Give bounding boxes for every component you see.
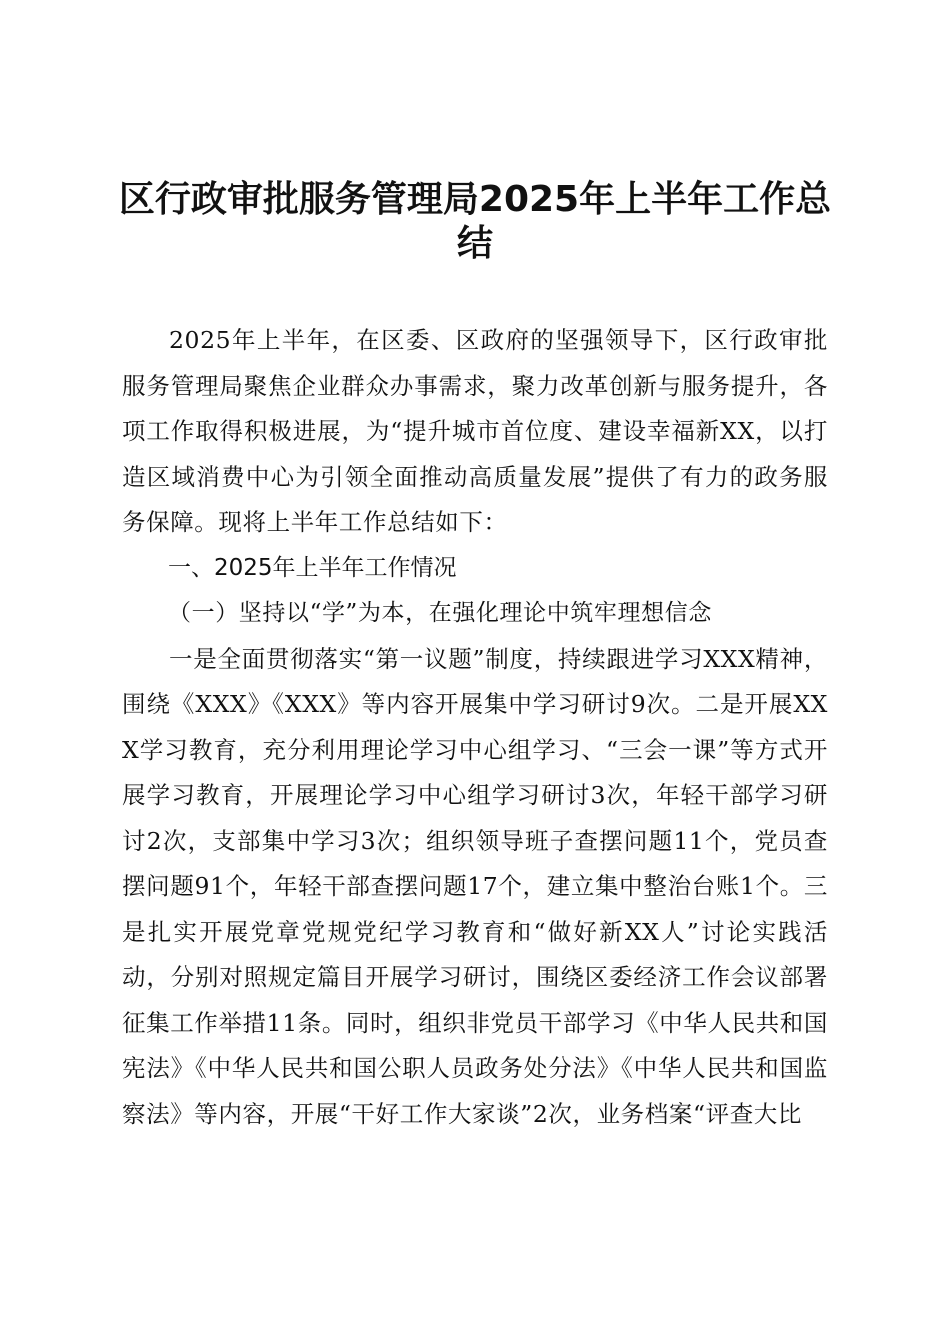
document-title: 区行政审批服务管理局2025年上半年工作总结 xyxy=(118,179,832,264)
subsection-heading: （一）坚持以“学”为本，在强化理论中筑牢理想信念 xyxy=(168,600,712,626)
subsection-paragraph: 一是全面贯彻落实“第一议题”制度，持续跟进学习XXX精神，围绕《XXX》《XXX》等内容开展集中学习研讨9次。二是开展XXX学习教育，充分利用理论学习中心组学习、“三会一课”等方式开展学习教育，开展理论学习中心组学习研讨3次，年轻干部学习研讨2次，支部集中学习3次；组织领导班子查摆问题11个，党员查摆问题91个，年轻干部查摆问题17个，建立集中整治台账1个。三是扎实开展党章党规党纪学习教育和“做好新XX人”讨论实践活动，分别对照规定篇目开展学习研讨，围绕区委经济工作会议部署征集工作举措11条。同时，组织非党员干部学习《中华人民共和国宪法》《中华人民共和国公职人员政务处分法》《中华人民共和国监察法》等内容，开展“干好工作大家谈”2次，业务档案“评查大比 xyxy=(122,644,828,1128)
intro-paragraph: 2025年上半年，在区委、区政府的坚强领导下，区行政审批服务管理局聚焦企业群众办事需求，聚力改革创新与服务提升，各项工作取得积极进展，为“提升城市首位度、建设幸福新XX，以打造区域消费中心为引领全面推动高质量发展”提供了有力的政务服务保障。现将上半年工作总结如下： xyxy=(122,326,828,536)
section-heading: 一、2025年上半年工作情况 xyxy=(168,554,457,581)
document-body xyxy=(122,318,828,1137)
